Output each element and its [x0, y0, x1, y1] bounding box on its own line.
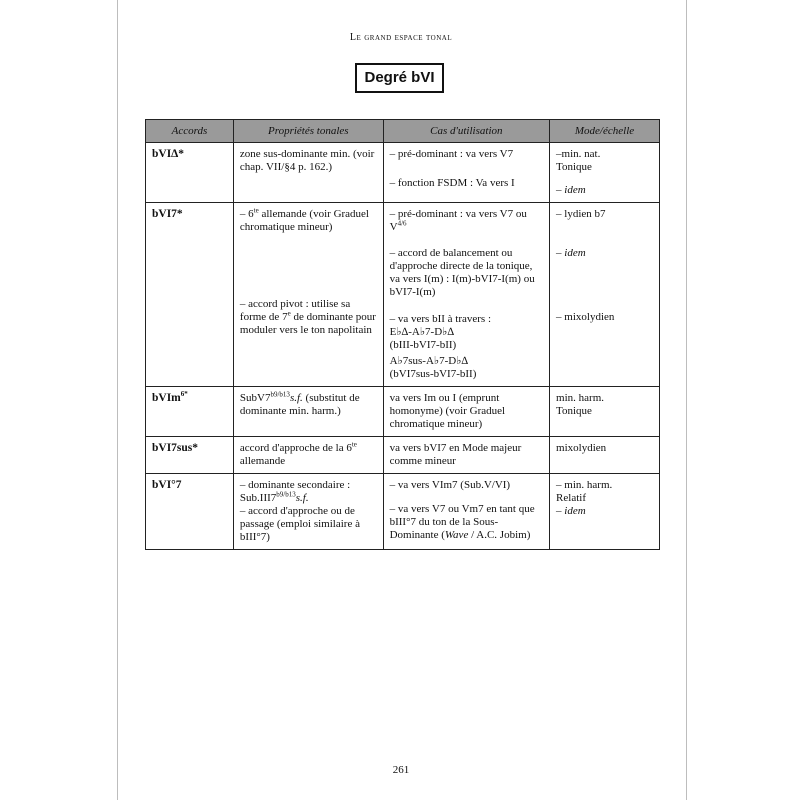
use-text: – va vers bII à travers :	[389, 313, 492, 325]
properties-cell	[233, 437, 383, 474]
property-text: – dominante secondaire : $Sub.III7^{b9/b13}s.f$.	[239, 479, 351, 504]
mode-text: Tonique	[556, 405, 592, 417]
mode-text: Relatif	[556, 492, 586, 504]
section-title: Degré bVI	[355, 63, 444, 93]
use-text: – pré-dominant : va vers V7 ou $V^{4/6}$	[389, 208, 527, 233]
use-text: – fonction FSDM : Va vers I	[389, 177, 515, 189]
uses-cell	[383, 437, 549, 474]
mode-cell	[550, 437, 660, 474]
use-text: – va vers V7 ou Vm7 en tant que bIII°7 du ton de la Sous-Dominante (Wave / A.C. Jobim)	[389, 503, 535, 541]
chord-cell	[146, 203, 234, 387]
use-text: – va vers VIm7 (Sub.V/VI)	[389, 479, 511, 491]
property-text: zone sus-dominante min. (voir chap. VII/§4 p. 162.)	[239, 148, 375, 173]
table-row	[146, 437, 660, 474]
property-text: – accord pivot : utilise sa forme de 7e de dominante pour moduler vers le ton napolitain	[239, 298, 376, 336]
mode-text: Tonique	[556, 161, 592, 173]
mode-text: – lydien b7	[556, 208, 606, 220]
mode-text: – min. harm.	[556, 479, 613, 491]
mode-text: – idem	[556, 505, 586, 517]
mode-cell	[550, 387, 660, 437]
properties-cell	[233, 474, 383, 550]
chord-cell	[146, 143, 234, 203]
use-text: – accord de balancement ou d'approche directe de la tonique, va vers I(m) : I(m)-bVI7-I(m) ou bVI7-I(m)	[389, 247, 535, 298]
use-text: E♭∆-A♭7-D♭∆	[389, 326, 455, 338]
properties-cell	[233, 387, 383, 437]
header-proprietes: Propriétés tonales	[233, 120, 383, 143]
chord-label: bVI°7	[152, 479, 182, 491]
use-text: va vers Im ou I (emprunt homonyme) (voir Graduel chromatique mineur)	[389, 392, 506, 430]
header-cas: Cas d'utilisation	[383, 120, 549, 143]
property-text: – $6^{te}$ allemande (voir Graduel chromatique mineur)	[239, 206, 369, 233]
mode-text: –min. nat.	[556, 148, 601, 160]
table-row	[146, 203, 660, 387]
uses-cell	[383, 203, 549, 387]
table-row	[146, 387, 660, 437]
mode-text: – idem	[556, 247, 586, 259]
property-text: – accord d'approche ou de passage (emploi similaire à bIII°7)	[239, 505, 360, 543]
header-mode: Mode/échelle	[550, 120, 660, 143]
table-row	[146, 474, 660, 550]
mode-cell	[550, 474, 660, 550]
use-text: (bIII-bVI7-bII)	[389, 339, 457, 351]
mode-text: min. harm.	[556, 392, 605, 404]
mode-text: – idem	[556, 184, 586, 196]
use-text: (bVI7sus-bVI7-bII)	[389, 368, 477, 380]
chord-cell	[146, 437, 234, 474]
header-accords: Accords	[146, 120, 234, 143]
chord-label: bVI∆*	[152, 148, 184, 160]
use-text: A♭7sus-A♭7-D♭∆	[389, 355, 469, 367]
chord-table	[145, 119, 660, 550]
property-text: accord d'approche de la $6^{te}$ allemande	[239, 440, 357, 467]
properties-cell	[233, 143, 383, 203]
table-row	[146, 143, 660, 203]
uses-cell	[383, 387, 549, 437]
uses-cell	[383, 143, 549, 203]
mode-cell	[550, 203, 660, 387]
chord-label: bVI7*	[152, 208, 183, 220]
chord-label: bVI7sus*	[152, 442, 199, 454]
table-header-row	[146, 120, 660, 143]
property-text: $SubV7^{b9/b13}s.f$. (substitut de dominante min. harm.)	[239, 390, 360, 417]
page-number: 261	[392, 764, 410, 776]
use-text: – pré-dominant : va vers V7	[389, 148, 514, 160]
properties-cell	[233, 203, 383, 387]
mode-cell	[550, 143, 660, 203]
uses-cell	[383, 474, 549, 550]
chord-cell	[146, 474, 234, 550]
mode-text: – mixolydien	[556, 311, 615, 323]
chord-cell	[146, 387, 234, 437]
running-head: Le grand espace tonal	[349, 32, 453, 43]
mode-text: mixolydien	[556, 442, 607, 454]
use-text: va vers bVI7 en Mode majeur comme mineur	[389, 442, 522, 467]
chord-label: bVIm$^{6*}$	[152, 390, 188, 404]
